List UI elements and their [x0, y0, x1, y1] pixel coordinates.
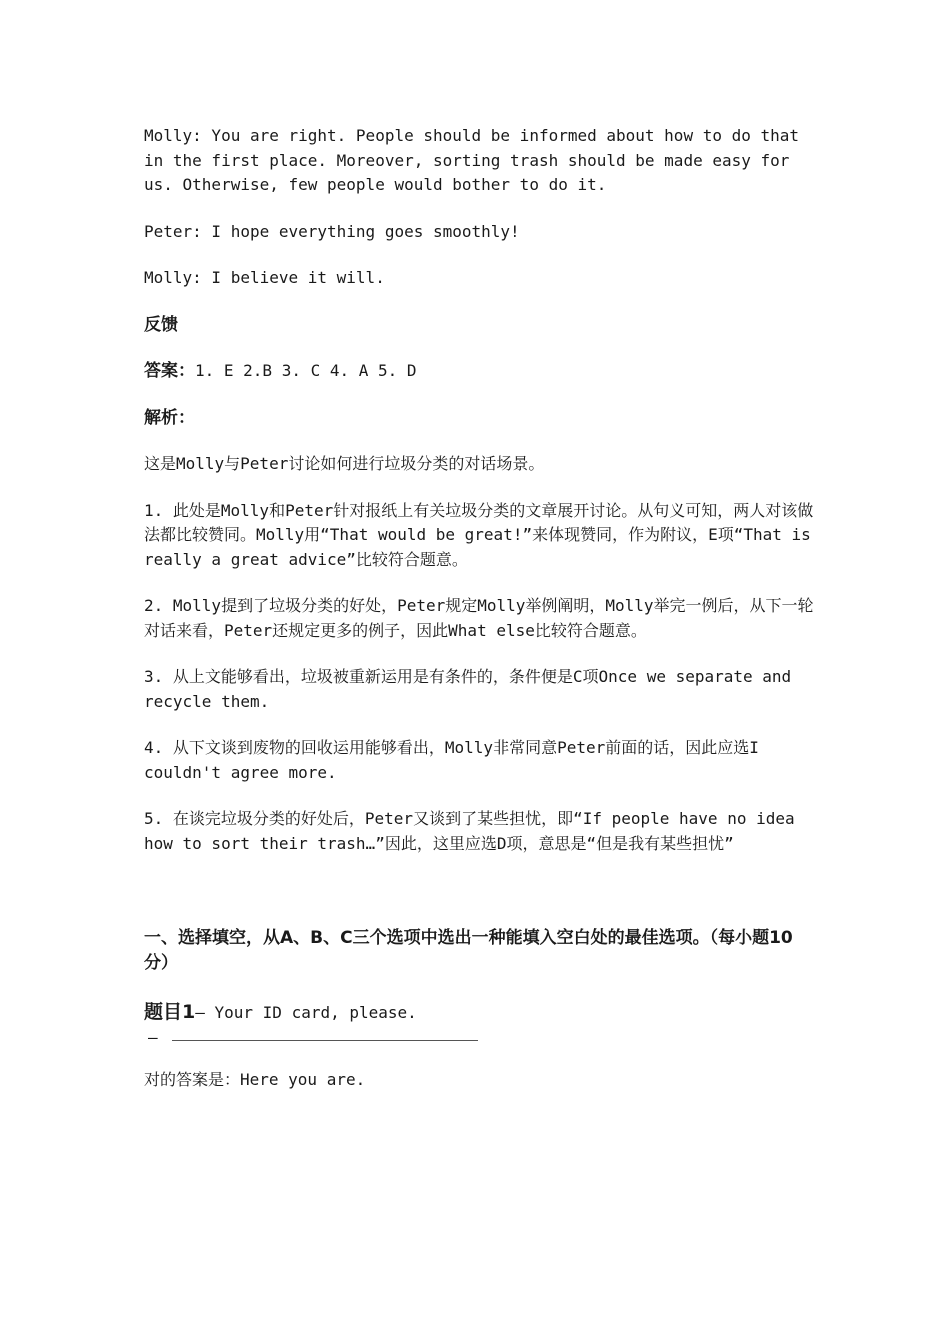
- question-text: – Your ID card, please.: [195, 1003, 417, 1022]
- analysis-item-1: 1. 此处是Molly和Peter针对报纸上有关垃圾分类的文章展开讨论。从句义可知，两人对该做法都比较赞同。Molly用“That would be great!”来体现赞同，作为附议，E项“That is really a great advice”比较符合题意。: [144, 500, 821, 569]
- correct-answer: 对的答案是：Here you are.: [144, 1070, 366, 1089]
- answer-blank[interactable]: [172, 1040, 478, 1041]
- answer-blank-row: [144, 1026, 816, 1051]
- answer-line: [144, 359, 816, 384]
- feedback-title: 反馈: [144, 314, 178, 335]
- answer-value: 1. E 2.B 3. C 4. A 5. D: [195, 361, 417, 380]
- reply-dash: –: [148, 1027, 158, 1047]
- analysis-item-3: 3. 从上文能够看出，垃圾被重新运用是有条件的，条件便是C项Once we separate and recycle them.: [144, 667, 801, 711]
- dialogue-molly-2: Molly: I believe it will.: [144, 268, 385, 287]
- analysis-item-4: 4. 从下文谈到废物的回收运用能够看出，Molly非常同意Peter前面的话，因此应选I couldn't agree more.: [144, 738, 769, 782]
- analysis-item-5: 5. 在谈完垃圾分类的好处后，Peter又谈到了某些担忧，即“If people have no idea how to sort their trash…”因此，这里应选D项，意思是“但是我有某些担忧”: [144, 809, 805, 853]
- analysis-label: 解析：: [144, 407, 195, 428]
- document-page: [144, 124, 821, 1093]
- dialogue-molly-1: Molly: You are right. People should be informed about how to do that in the first place. Moreover, sorting trash should be made easy for us. Otherwise, few people would bother to do it.: [144, 126, 809, 194]
- dialogue-peter-1: Peter: I hope everything goes smoothly!: [144, 221, 520, 241]
- answer-label: 答案：: [144, 361, 195, 381]
- analysis-intro: 这是Molly与Peter讨论如何进行垃圾分类的对话场景。: [144, 454, 545, 473]
- question-1: [144, 1000, 816, 1026]
- analysis-item-2: 2. Molly提到了垃圾分类的好处，Peter规定Molly举例阐明，Molly举完一例后，从下一轮对话来看，Peter还规定更多的例子，因此What else比较符合题意。: [144, 596, 814, 640]
- section-heading: 一、选择填空，从A、B、C三个选项中选出一种能填入空白处的最佳选项。（每小题10分）: [144, 928, 793, 973]
- question-label: 题目1: [144, 1001, 196, 1023]
